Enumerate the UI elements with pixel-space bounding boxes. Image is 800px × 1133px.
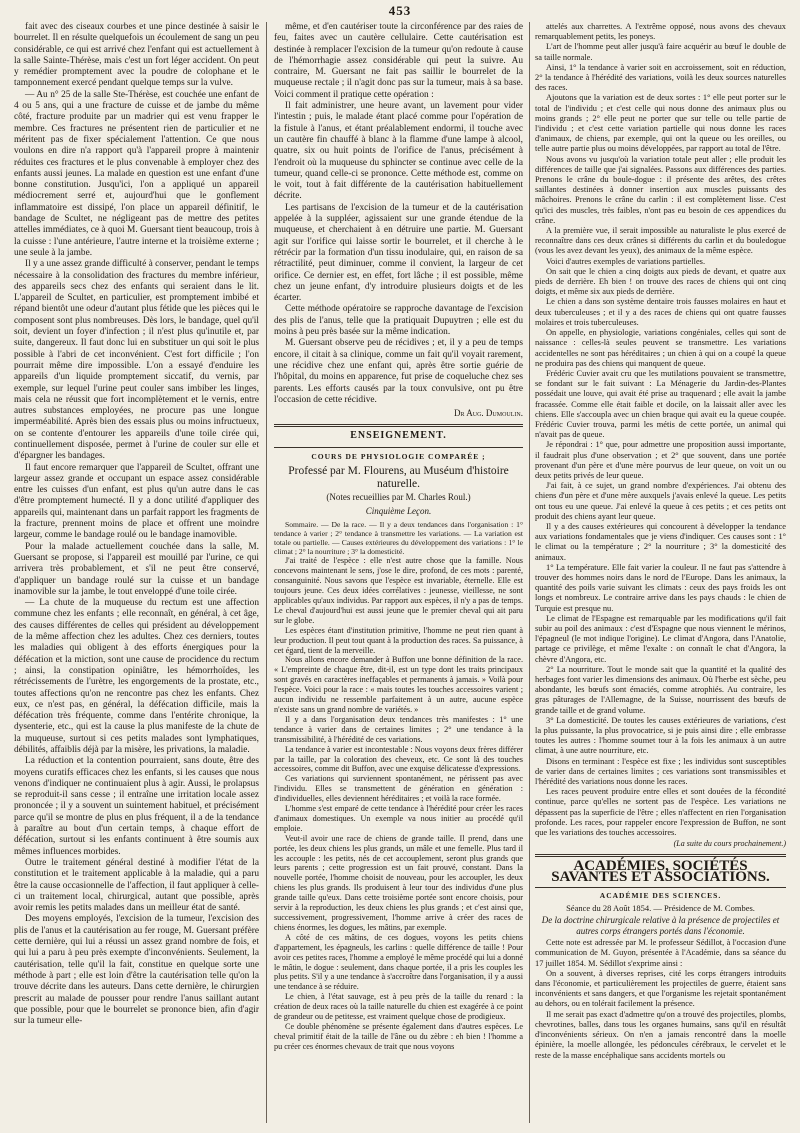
paragraph: Je répondrai : 1° que, pour admettre une proposition aussi importante, il faudrait plus d'une observation ; et 2° que souvent, dans une portée provenant d'un père et d'une mère pourvus de leur queue, on voit un ou deux petits privés de leur queue. [535,440,786,480]
paragraph: 2° La nourriture. Tout le monde sait que la quantité et la qualité des herbages font varier les dimensions des animaux. Où l'herbe est sèche, peu abondante, les bœufs sont émaciés, comme atrophiés. Au contraire, les gras pâturages de l'Allemagne, de la Suisse, nourrissent des bœufs de grande taille et de grand volume. [535,664,786,715]
course-notes: (Notes recueillies par M. Charles Roul.) [326,491,471,502]
paragraph: Le climat de l'Espagne est remarquable par les modifications qu'il fait subir au poil des animaux : c'est d'Espagne que nous viennent le mérinos, l'épagneul (le mot indique l'origine). Le climat d'Angora, dans l'Anatolie, partage ce privilège, et même l'exalte : on connaît le chat d'Angora, la chèvre d'Angora, etc. [535,613,786,664]
paragraph: On sait que le chien a cinq doigts aux pieds de devant, et quatre aux pieds de derrière. Eh bien ! on trouve des races de chiens qui ont cinq doigts, et même six aux pieds de derrière. [535,266,786,297]
course-heading: COURS DE PHYSIOLOGIE COMPARÉE ; [311,451,486,461]
lesson-summary: Sommaire. — De la race. — Il y a deux tendances dans l'organisation : 1° tendance à varier ; 2° tendance à transmettre les variations. — La variation est totale ou partielle. — Causes extérieures du développement des variations : 1° le climat ; 2° la nourriture ; 3° la domesticité. [274,519,523,557]
paragraph: L'homme s'est emparé de cette tendance à l'hérédité pour créer les races d'animaux domestiques. Un exemple va nous initier au procédé qu'il emploie. [274,804,523,833]
paragraph: Nous avons vu jusqu'où la variation totale peut aller ; elle produit les différences de taille que j'ai signalées. Passons aux différences des parties. Prenons le crâne du boule-dogue : il présente des arêtes, des crêtes saillantes destinées à donner insertion aux muscles puissants des mâchoires. Prenons le crâne du carlin : il est complètement lisse. C'est qu'ici des muscles, très faibles, n'ont pas eu besoin de ces appendices du crâne. [535,154,786,225]
paragraph: — La chute de la muqueuse du rectum est une affection commune chez les enfants ; elle reconnaît, en général, à cet âge, des causes différentes de celles qui président au développement de la même affection chez les adultes. Chez ces derniers, toutes les maladies qui obligent à des efforts énergiques pour la défécation et la miction, sont une cause de procidence du rectum ; ainsi, la constipation opiniâtre, les hémorrhoïdes, les rétrécissements de l'urètre, les engorgements de la prostate, etc., toutes affections qu'on ne rencontre pas chez les enfants. Chez eux, ce n'est pas, en général, la défécation difficile, mais la défécation très fréquente, comme dans l'entérite chronique, la dysenterie, etc., qui est la cause la plus manifeste de la chute de la muqueuse, surtout si ces petits malades sont lymphatiques, débilités, affaiblis déjà par la misère, les privations, la maladie. [14,598,259,755]
paragraph: Ce double phénomène se présente également dans d'autres espèces. Le cheval primitif était de la taille de l'âne ou du zèbre : eh bien ! l'homme a pu créer ces énormes chevaux de trait que nous voyons [274,1021,523,1051]
column-rule [266,22,267,1123]
paragraph: Il faut encore remarquer que l'appareil de Scultet, offrant une largeur assez grande et occupant un espace assez considérable entre les cuisses d'un enfant, est plus qu'un autre dans le cas d'être promptement humecté. Il y a donc utilité d'appliquer des appareils qui, maintenant dans un parfait rapport les fragments de la fracture, prennent moins de place et offrent une moindre largeur, comme le bandage roulé ou le bandage inamovible. [14,462,259,541]
paragraph: L'art de l'homme peut aller jusqu'à faire acquérir au bœuf le double de sa taille normale. [535,42,786,62]
paragraph: M. Guersant observe peu de récidives ; et, il y a peu de temps encore, il citait à sa clinique, comme un fait qu'il voyait rarement, une récidive chez une enfant qui, après être sortie guérie de l'hôpital, du moins en apparence, fut prise de coqueluche chez ses parents. Les efforts causés par la toux convulsive, ont pu être l'occasion de cette récidive. [274,338,523,405]
section-heading: ENSEIGNEMENT. [350,430,447,442]
continued-note: (La suite du cours prochainement.) [673,839,786,849]
section-heading: ACADÉMIES, SOCIÉTÉS SAVANTES ET ASSOCIATIONS. [551,858,770,885]
paragraph: même, et d'en cautériser toute la circonférence par des raies de feu, faites avec un cautère cellulaire. Cette cautérisation est destinée à remplacer l'excision de la tumeur qu'on redoute à cause de l'hémorrhagie assez considérable qui peut la suivre. Au contraire, M. Guersant ne fait pas saillir le bourrelet de la muqueuse rectale ; il n'agit donc pas sur la tumeur, mais à sa base. Voici comment il pratique cette opération : [274,22,523,100]
paragraph: On appelle, en physiologie, variations congéniales, celles qui sont de naissance : celles-là seules peuvent se transmettre. Les variations accidentelles ne sont pas héréditaires ; un chien à qui on a coupé la queue ne produira pas des chiens qui manquent de queue. [535,328,786,368]
paragraph: Ainsi, 1° la tendance à varier soit en accroissement, soit en réduction, 2° la tendance à l'hérédité des variations, voilà les deux sources naturelles des races. [535,62,786,93]
column-rule [529,22,530,1123]
section-divider [535,887,786,888]
column-middle [274,22,523,1125]
paragraph: Des moyens employés, l'excision de la tumeur, l'excision des plis de l'anus et la cautérisation au fer rouge, M. Guersant préfère cette dernière, qui lui a réussi un assez grand nombre de fois, et qui lui a paru à peu près exempte d'inconvénients. Seulement, la cautérisation, telle qu'il la fait, constitue en quelque sorte une méthode à part ; elle est loin d'être la cautérisation telle qu'on la trouve décrite dans les auteurs. Dans cette dernière, le chirurgien prescrit au malade de pousser pour rendre l'anus saillant autant que possible, pour que le bourrelet se prononce bien, afin d'agir sur la tumeur elle- [14,914,259,1027]
course-title: Professé par M. Flourens, au Muséum d'histoire naturelle. [288,464,509,490]
section-divider [274,424,523,427]
paragraph: Il y a des causes extérieures qui concourent à développer la tendance aux variations fondamentales que je viens d'indiquer. Ces causes sont : 1° le climat ou la température ; 2° la nourriture ; 3° la domesticité des animaux. [535,521,786,562]
paragraph: A la première vue, il serait impossible au naturaliste le plus exercé de reconnaître dans ces deux crânes si différents du carlin et du bouledogue (vous les avez devant les yeux), des animaux de la même espèce. [535,226,786,256]
paragraph: Disons en terminant : l'espèce est fixe ; les individus sont susceptibles de varier dans de certaines limites ; ces variations sont transmissibles et l'hérédité des variations nous donne les races. [535,756,786,787]
column-left [14,22,259,1125]
paragraph: A côté de ces mâtins, de ces dogues, voyons les petits chiens d'appartement, les épagneuls, les carlins : quelle différence de taille ! Pour avoir ces petites races, l'homme a employé le même procédé qui lui a donné le mâtin, le dogue : seulement, dans chaque portée, il a pris les couples les plus petits. S'il y a une tendance à s'accroître dans l'organisation, il y a aussi une tendance à se réduire. [274,932,523,992]
paragraph: — Au n° 25 de la salle Ste-Thérèse, est couchée une enfant de 4 ou 5 ans, qui a une fracture de cuisse et de jambe du même côté, fracture produite par un madrier qui est venu frapper le membre. Ces fractures ne présentent rien de particulier et ne méritent pas de fixer spécialement l'attention. Ce que nous voulons en dire n'a rapport qu'à l'appareil propre à maintenir réduites ces fractures et le plus convenable à employer chez des enfants aussi jeunes. La malade en question est une enfant d'une bonne constitution. Jusqu'ici, l'on a appliqué un appareil médiocrement serré et, aujourd'hui que le gonflement inflammatoire est dissipé, l'on place un appareil définitif, le bandage de Scultet, ne négligeant pas de mettre des petites attelles immédiates, ce à quoi M. Guersant tient beaucoup, trois à la cuisse : l'une antérieure, l'autre interne et la troisième externe ; une seule à la jambe. [14,89,259,258]
lesson-heading: Cinquième Leçon. [365,506,432,517]
paragraph: Les races peuvent produire entre elles et sont douées de la fécondité continue, parce qu'elles ne sortent pas de l'espèce. Les variations ne dépassent pas la superficie de l'être ; elles n'affectent en rien l'organisation profonde. Les races, pour rappeler encore l'expression de Buffon, ne sont que les variations des touches accessoires. [535,787,786,838]
paragraph: 3° La domesticité. De toutes les causes extérieures de variations, c'est la plus puissante, la plus provocatrice, si je puis ainsi dire ; elle embrasse toutes les autres : l'homme soumet tour à la fois les animaux à un autre climat, à une autre nourriture, etc. [535,715,786,756]
column-right [535,22,786,1125]
paragraph: Il fait administrer, une heure avant, un lavement pour vider l'intestin ; puis, le malade étant placé comme pour l'opération de la fistule à l'anus, et étant préalablement endormi, il touche avec un cautère fin chauffé à blanc à la flamme d'une lampe à alcool, quatre, six ou huit points de l'orifice de l'anus, précisément à l'endroit où la muqueuse du sphincter se continue avec celle de la tumeur, quand celle-ci se prononce. Cette méthode est, comme on le voit, tout à fait différente de la cautérisation habituellement décrite. [274,101,523,202]
paragraph: Le chien, à l'état sauvage, est à peu près de la taille du renard : la création de deux races où la taille naturelle du chien est exagérée à ce point de grandeur ou de petitesse, est vraiment quelque chose de prodigieux. [274,992,523,1022]
paragraph: fait avec des ciseaux courbes et une pince destinée à saisir le bourrelet. Il en résulte quelquefois un écoulement de sang un peu considérable, ce qui est arrivé chez l'enfant qui est actuellement à la salle Sainte-Thérèse, mais c'est un fort léger accident. On peut y remédier promptement avec la poudre de colophane et le tamponnement exercé pendant quelque temps sur la vulve. [14,22,259,89]
paragraph: Outre le traitement général destiné à modifier l'état de la constitution et le traitement applicable à la maladie, qui a paru être la cause occasionnelle de l'affection, il faut appliquer à celle-ci un traitement local, chirurgical, autant que possible, après avoir remis les petits malades dans un meilleur état de santé. [14,857,259,914]
paragraph: 1° La température. Elle fait varier la couleur. Il ne faut pas s'attendre à trouver des hommes noirs dans le nord de l'Europe. Dans les animaux, la quantité des poils varie suivant les climats : ceux des pays froids les ont longs et nombreux. Le contraire arrive dans les pays chauds : le chien de Turquie est presque nu. [535,562,786,613]
paragraph: J'ai fait, à ce sujet, un grand nombre d'expériences. J'ai obtenu des chiens d'un père et d'une mère auxquels j'avais enlevé la queue. Les petits ont tous eu une queue. J'ai enlevé la queue à ces petits ; et ces petits ont produit des chiens ayant leur queue. [535,481,786,521]
paragraph: Voici d'autres exemples de variations partielles. [546,256,706,266]
report-title: De la doctrine chirurgicale relative à la présence de projectiles et autres corps étrangers portés dans l'économie. [541,915,780,936]
section-divider [274,447,523,448]
paragraph: Cette note est adressée par M. le professeur Sédillot, à l'occasion d'une communication de M. Guyon, présentée à l'Académie, dans sa séance du 17 juillet 1854. M. Sédillot s'exprime ainsi : [535,938,786,968]
author-signature: Dr Aug. Dumoulin. [454,408,523,419]
paragraph: La réduction et la contention pourraient, sans doute, être des moyens curatifs efficaces chez les enfants, si les causes que nous venons d'indiquer ne continuaient plus à agir. Aussi, le prolapsus se reproduit-il sans cesse ; il entraîne une irritation locale assez prononcée ; il y a souvent un suintement habituel, et précisément parce qu'il se montre de plus en plus fréquent, il a de la tendance à paraître au bout d'un certain temps, à chaque effort de défécation, surtout si les enfants continuent à être soumis aux mêmes influences morbides. [14,756,259,857]
paragraph: Ajoutons que la variation est de deux sortes : 1° elle peut porter sur le total de l'individu ; et c'est celle qui nous donne des animaux plus ou moins grands ; 2° elle peut ne porter que sur telle ou telle partie de l'individu ; et c'est cette variation partielle qui nous donne les races d'animaux, de chiens, par exemple, qui ont la queue ou les oreilles, ou telle autre partie plus ou moins développées, par rapport au total de l'être. [535,93,786,154]
paragraph: J'ai traité de l'espèce : elle n'est autre chose que la famille. Nous concevons maintenant le sens, j'ose le dire, profond, de ces mots : parenté, consanguinité. Nous savons que l'espèce est invariable, éternelle. Elle est toujours jeune. Ces deux idées corrélatives : jeunesse, vieillesse, ne sont applicables qu'aux individus. Par rapport aux espèces, il n'y a pas de temps. Le cheval d'aujourd'hui est aussi jeune que le premier cheval qui ait paru sur le globe. [274,556,523,625]
paragraph: Ces variations qui surviennent spontanément, ne périssent pas avec l'individu. Elles se transmettent de génération en génération : d'individuelles, elles deviennent héréditaires ; et voilà la race formée. [274,774,523,804]
paragraph: Les partisans de l'excision de la tumeur et de la cautérisation appelée à la suppléer, agissaient sur une grande étendue de la muqueuse, et cherchaient à en détruire une partie. M. Guersant agit sur l'orifice qui laisse sortir le bourrelet, et il cherche à le rétrécir par la formation d'un tissu inodulaire, qui, en raison de sa rétractilité, peut diminuer, comme il convient, la largeur de cet orifice. Ce dernier est, en effet, fort lâche ; il est possible, même chez un jeune enfant, d'y introduire plusieurs doigts et de les écarter. [274,202,523,304]
paragraph: Nous allons encore demander à Buffon une bonne définition de la race. « L'empreinte de chaque être, dit-il, est un type dont les traits principaux sont gravés en caractères ineffaçables et permanents à jamais. » Voilà pour l'espèce. Voici pour la race : « mais toutes les touches accessoires varient ; aucun individu ne ressemble parfaitement à un autre, aucune espèce n'existe sans un grand nombre de variétés. » [274,655,523,714]
paragraph: Pour la malade actuellement couchée dans la salle, M. Guersant se propose, si l'appareil est mouillé par l'urine, ce qui arrivera très probablement, et s'il ne peut être conservé, d'appliquer un bandage roulé sur la cuisse et un bandage inamovible sur la jambe, le tout enveloppé d'une toile cirée. [14,541,259,597]
paragraph: On a souvent, à diverses reprises, cité les corps étrangers introduits dans l'économie, et particulièrement les projectiles de guerre, étaient sans inconvénients et sans dangers, et que l'organisme les rejetait spontanément au dehors, ou en tolérait facilement la présence. [535,968,786,1009]
paragraph: Les espèces étant d'institution primitive, l'homme ne peut rien quant à leur production. Il peut tout quant à la production des races. Sa puissance, à cet égard, tient de la merveille. [274,625,523,655]
paragraph: attelés aux charrettes. A l'extrême opposé, nous avons des chevaux remarquablement petits, les poneys. [535,22,786,42]
page-number: 453 [388,3,412,18]
paragraph: Il me serait pas exact d'admettre qu'on a trouvé des projectiles, plombs, chevrotines, balles, dans tous les organes humains, sans qu'il en résultât d'inconvénients sérieux. On n'en a jamais rencontré dans la moelle épinière, la moelle allongée, les pédoncules cérébraux, le cervelet et le reste de la masse encéphalique sans accidents mortels ou [535,1009,786,1060]
paragraph: Cette méthode opératoire se rapproche davantage de l'excision des plis de l'anus, telle que la pratiquait Dupuytren ; elle est du moins à peu près basée sur la même indication. [274,304,523,338]
session-line: Séance du 28 Août 1854. — Présidence de M. Combes. [566,903,755,914]
academy-heading: ACADÉMIE DES SCIENCES. [599,890,722,900]
paragraph: Veut-il avoir une race de chiens de grande taille. Il prend, dans une portée, les deux chiens les plus grands, un mâle et une femelle. Plus tard il les accouple : les petits, nés de cet accouplement, seront plus grands que leurs parents ; cette progression est un fait prouvé, constant. Dans la nouvelle portée, l'homme choisit de nouveau, pour les accoupler, les deux chiens les plus grands. Ils produisent à leur tour des individus d'une plus grande taille qu'eux. Dans cette troisième portée sont encore choisis, pour servir à la reproduction, les deux chiens les plus grands ; et c'est ainsi que, successivement, progressivement, l'homme arrive à créer des races de chiens énormes, les dogues, les mâtins, par exemple. [274,833,523,932]
paragraph: Frédéric Cuvier avait cru que les mutilations pouvaient se transmettre, se fondant sur le fait suivant : La Ménagerie du Jardin-des-Plantes possédait une louve, qui avait été prise au traquenard ; elle avait la jambe fracassée. Comme elle était faible et docile, on la laissait aller avec les chiens. Elle s'accoupla avec un chien braque qui avait eu la queue coupée. Frédéric Cuvier trouva, parmi les métis de cette portée, un animal qui n'avait pas de queue. [535,368,786,440]
section-divider [535,854,786,857]
paragraph: Le chien a dans son système dentaire trois fausses molaires en haut et deux tuberculeuses ; et il y a des races de chiens qui ont quatre fausses molaires et trois tuberculeuses. [535,297,786,327]
paragraph: Il y a dans l'organisation deux tendances très manifestes : 1° une tendance à varier dans de certaines limites ; 2° une tendance à la transmissibilité, à l'hérédité de ces variations. [274,714,523,744]
paragraph: Il y a une assez grande difficulté à conserver, pendant le temps nécessaire à la consolidation des fractures du membre inférieur, des appareils secs chez des enfants qui seraient dans le lit. L'appareil de Scultet, en particulier, est promptement imbibé et répand bientôt une odeur d'autant plus fétide que les pièces qui le composent sont plus nombreuses. Dès lors, le bandage, quel qu'il soit, devient un foyer d'infection ; il n'est plus qu'inutile et, par suite, dangereux. Il faut donc lui en substituer un qui soit le plus possible à l'abri de cet inconvénient. C'est fort difficile ; l'on pourrait même dire impossible. L'on a essayé d'enduire les appareils d'un liquide promptement siccatif, du vernis, par exemple, sur lequel l'urine peut couler sans imbiber les linges, mais cela ne réussit que fort incomplètement et le vernis, entre autres substances employées, ne procure pas une longue imperméabilité. Après bien des essais plus ou moins infructueux, on se contente d'entourer les appareils d'une toile cirée qui, continuellement disposée, permet à l'urine de couler sur elle et d'épargner les bandages. [14,259,259,462]
paragraph: La tendance à varier est incontestable : Nous voyons deux frères différer par la taille, par la coloration des cheveux, etc. Ce sont là des touches accessoires, comme dit Buffon, avec une exquise délicatesse d'expressions. [274,744,523,774]
